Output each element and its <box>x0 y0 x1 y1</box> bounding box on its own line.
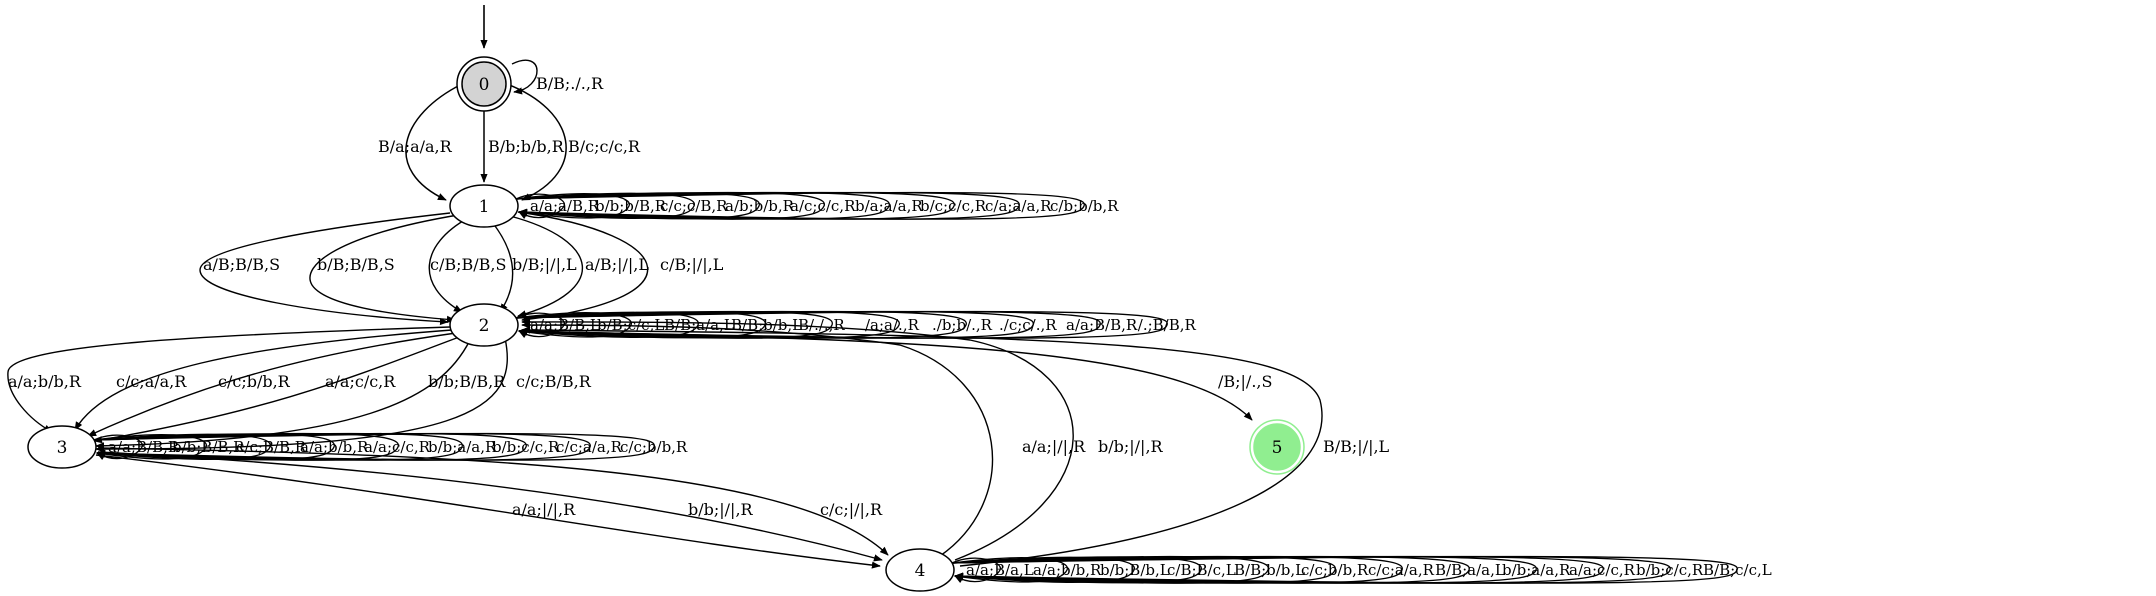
state-3[interactable] <box>28 426 96 468</box>
self-loop-label-4-7: B/B;a/a,L <box>1435 561 1505 579</box>
self-loop-label-1-5: b/a;a/a,R <box>855 197 923 215</box>
self-loop-label-3-1: b/b;B/B,R <box>172 438 245 456</box>
self-loop-label-4-9: a/a;c/c,R <box>1569 561 1635 579</box>
edge-2-5 <box>522 331 1252 420</box>
edge-label-4-2-b: b/b;|/|,R <box>1098 437 1163 456</box>
self-loop-label-2-1: b/B;c/c,L <box>597 316 665 334</box>
self-loop-label-2-7: ./c;c/.,R <box>999 316 1057 334</box>
edge-label-1-2-b: b/B;B/B,S <box>317 255 395 274</box>
self-loop-label-3-7: c/c;a/a,R <box>556 438 622 456</box>
self-loop-label-4-11: B/B;c/c,L <box>1703 561 1772 579</box>
edge-label-1-2-e: a/B;|/|,L <box>585 255 649 274</box>
self-loop-label-3-6: b/b;c/c,R <box>492 438 560 456</box>
self-loop-group-1 <box>516 193 1119 220</box>
self-loop-label-1-3: a/b;b/b,R <box>725 197 794 215</box>
state-1-label: 1 <box>478 197 490 217</box>
state-1[interactable] <box>450 185 518 227</box>
self-loop-label-1-7: c/a;a/a,R <box>985 197 1052 215</box>
self-loop-label-2-3: B/B;b/b,L <box>731 316 803 334</box>
self-loop-label-3-2: c/c;B/B,R <box>236 438 307 456</box>
self-loop-label-2-4: B/./.,R <box>798 316 845 334</box>
state-2-label: 2 <box>478 316 490 336</box>
self-loop-label-1-4: a/c;c/c,R <box>790 197 856 215</box>
self-loop-label-1-2: c/c;c/B,R <box>660 197 728 215</box>
state-4[interactable] <box>886 549 954 591</box>
state-2[interactable] <box>450 304 518 346</box>
state-5-label: 5 <box>1271 438 1283 458</box>
self-loop-label-4-2: b/b;B/b,L <box>1100 561 1170 579</box>
state-4-label: 4 <box>914 561 926 581</box>
edge-label-3-4-b: b/b;|/|,R <box>688 500 753 519</box>
self-loop-label-4-5: c/c;b/b,R <box>1301 561 1369 579</box>
self-loop-label-2-6: ./b;b/.,R <box>932 316 992 334</box>
state-3-label: 3 <box>56 438 68 458</box>
edge-label-4-2-a: a/a;|/|,R <box>1022 437 1086 456</box>
edge-label-0-1-a: B/a;a/a,R <box>378 137 452 156</box>
edge-label-2-3-d: a/a;c/c,R <box>325 372 396 391</box>
edge-label-1-2-a: a/B;B/B,S <box>203 255 281 274</box>
edge-3-4-c <box>98 448 888 555</box>
self-loop-label-0-0: B/B;./.,R <box>536 74 603 93</box>
edge-label-0-1-c: B/c;c/c,R <box>568 137 640 156</box>
edge-label-2-3-c: c/c;b/b,R <box>218 372 290 391</box>
state-0[interactable] <box>457 57 511 111</box>
self-loop-label-2-8: a/a;B/B,R <box>1066 316 1138 334</box>
self-loop-label-1-0: a/a;a/B,R <box>530 197 600 215</box>
self-loop-label-4-3: c/B;B/c,L <box>1167 561 1236 579</box>
self-loop-label-1-8: c/b;b/b,R <box>1050 197 1119 215</box>
self-loop-label-4-6: c/c;a/a,R <box>1368 561 1434 579</box>
state-0-label: 0 <box>478 75 490 95</box>
self-loop-label-3-5: b/b;a/a,R <box>428 438 497 456</box>
self-loop-label-2-9: ./.;B/B,R <box>1133 316 1196 334</box>
self-loop-label-4-1: a/a;b/b,R <box>1033 561 1102 579</box>
edge-label-2-5: /B;|/.,S <box>1218 372 1273 391</box>
edge-label-2-3-b: c/c;a/a,R <box>116 372 187 391</box>
self-loop-label-3-3: a/a;b/b,R <box>300 438 369 456</box>
edge-label-3-4-c: c/c;|/|,R <box>820 500 883 519</box>
edge-label-4-2-c: B/B;|/|,L <box>1323 437 1390 456</box>
self-loop-label-2-5: /a;a/.,R <box>865 316 919 334</box>
edge-label-2-3-e: b/b;B/B,R <box>428 372 506 391</box>
self-loop-label-3-4: a/a;c/c,R <box>364 438 430 456</box>
self-loop-label-4-8: b/b;a/a,R <box>1502 561 1571 579</box>
edge-label-1-2-c: c/B;B/B,S <box>430 255 507 274</box>
self-loop-label-1-6: b/c;c/c,R <box>920 197 987 215</box>
self-loop-label-4-0: a/a;B/a,L <box>966 561 1034 579</box>
self-loop-label-3-0: a/a;B/B,R <box>108 438 180 456</box>
self-loop-label-4-4: B/B;b/b,L <box>1234 561 1306 579</box>
edge-3-4-b <box>98 452 882 560</box>
edge-3-4-a <box>96 455 880 566</box>
self-loop-group-4 <box>952 557 1772 584</box>
state-5[interactable] <box>1250 420 1304 474</box>
edge-label-2-3-a: a/a;b/b,R <box>8 372 81 391</box>
edge-label-2-3-f: c/c;B/B,R <box>516 372 591 391</box>
self-loop-label-3-8: c/c;b/b,R <box>620 438 688 456</box>
edge-label-1-2-f: c/B;|/|,L <box>660 255 724 274</box>
self-loop-label-2-2: B/B;a/a,L <box>664 316 734 334</box>
edge-label-3-4-a: a/a;|/|,R <box>512 500 576 519</box>
self-loop-label-1-1: b/b;b/B,R <box>595 197 667 215</box>
self-loop-label-4-10: b/b;c/c,R <box>1636 561 1704 579</box>
edge-label-0-1-b: B/b;b/b,R <box>488 137 564 156</box>
self-loop-label-2-0: a/a;B/B,L <box>530 316 600 334</box>
edge-label-1-2-d: b/B;|/|,L <box>512 255 577 274</box>
